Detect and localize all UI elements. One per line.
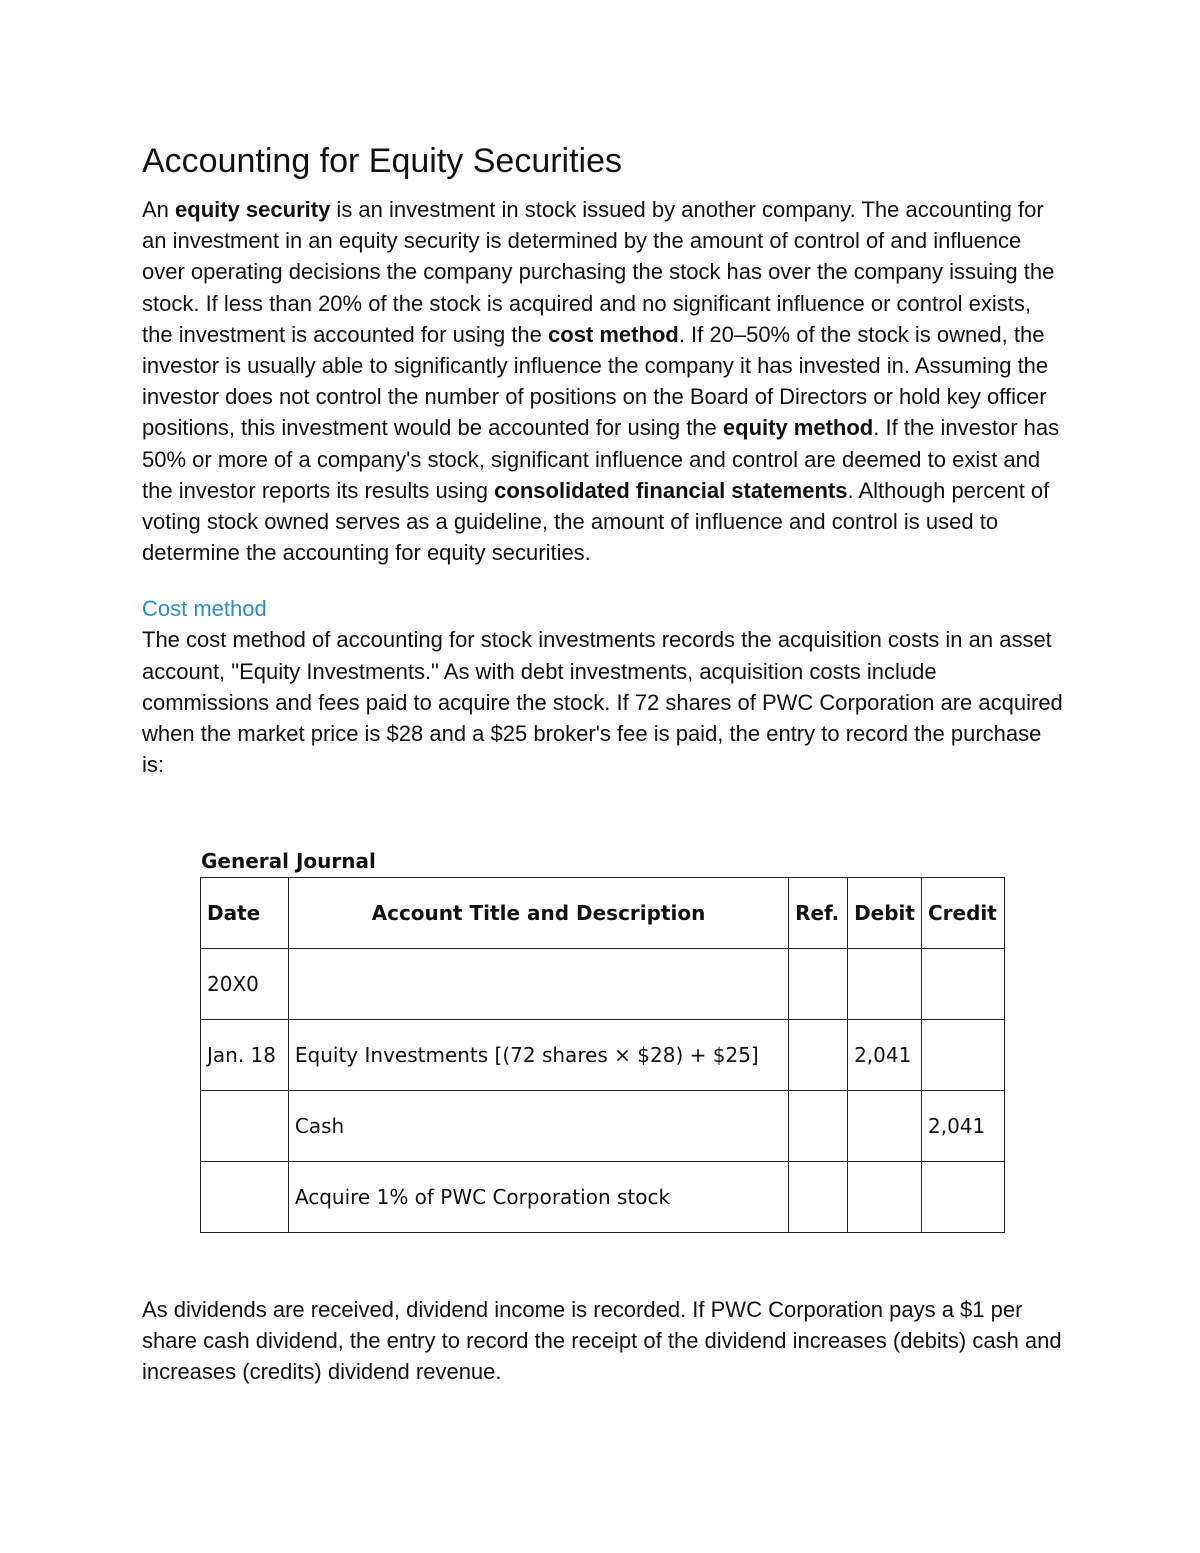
dividend-section	[142, 1294, 1067, 1388]
intro-text: . Although percent of voting stock owned serves as a guideline, the amount of influence and control is used to determine the accounting for equity securities.	[142, 477, 1050, 566]
cell-credit	[921, 949, 1004, 1020]
document-body	[142, 138, 1067, 780]
cell-description	[288, 949, 788, 1020]
dividend-paragraph: As dividends are received, dividend income is recorded. If PWC Corporation pays a $1 per share cash dividend, the entry to record the receipt of the dividend increases (debits) cash and increases (credits) dividend revenue.	[142, 1297, 1062, 1385]
header-debit: Debit	[848, 878, 922, 949]
header-credit: Credit	[921, 878, 1004, 949]
journal-table	[200, 877, 1005, 1233]
cost-method-paragraph: The cost method of accounting for stock investments records the acquisition costs in an asset account, "Equity Investments." As with debt investments, acquisition costs include commissions and fees paid to acquire the stock. If 72 shares of PWC Corporation are acquired when the market price is $28 and a $25 broker's fee is paid, the entry to record the purchase is:	[142, 627, 1063, 778]
general-journal	[200, 845, 1005, 1233]
cell-ref	[789, 1162, 848, 1233]
cell-date: 20X0	[201, 949, 289, 1020]
cost-method-heading: Cost method	[142, 596, 267, 622]
journal-title: General Journal	[201, 849, 376, 873]
intro-text: . If the investor has 50% or more of a company's stock, significant influence and control are deemed to exist and the investor reports its results using	[142, 415, 1060, 503]
header-date: Date	[201, 878, 289, 949]
cell-date	[201, 1091, 289, 1162]
cell-description: Acquire 1% of PWC Corporation stock	[288, 1162, 788, 1233]
cell-debit	[848, 1091, 922, 1162]
term-equity-method: equity method	[722, 415, 874, 441]
table-row	[201, 1091, 1005, 1162]
cell-date: Jan. 18	[201, 1020, 289, 1091]
cell-ref	[789, 1091, 848, 1162]
cell-date	[201, 1162, 289, 1233]
page-title: Accounting for Equity Securities	[142, 142, 623, 180]
table-row	[201, 1020, 1005, 1091]
cell-description: Cash	[288, 1091, 788, 1162]
journal-header-row	[201, 878, 1005, 949]
table-row	[201, 1162, 1005, 1233]
cell-description: Equity Investments [(72 shares × $28) + $25]	[288, 1020, 788, 1091]
cell-ref	[789, 1020, 848, 1091]
intro-text: is an investment in stock issued by another company. The accounting for an investment in an equity security is determined by the amount of control of and influence over operating decisions the company purchasing the stock has over the company issuing the stock. If less than 20% of the stock is acquired and no significant influence or control exists, the investment is accounted for using the	[142, 197, 1055, 347]
cell-ref	[789, 949, 848, 1020]
cell-debit: 2,041	[848, 1020, 922, 1091]
intro-text: . If 20–50% of the stock is owned, the investor is usually able to significantly influence the company it has invested in. Assuming the investor does not control the number of positions on the Board of Directors or hold key officer positions, this investment would be accounted for using the	[142, 321, 1049, 441]
term-consolidated-statements: consolidated financial statements	[494, 477, 848, 503]
intro-text: An	[142, 197, 176, 222]
header-description: Account Title and Description	[288, 878, 788, 949]
term-equity-security: equity security	[175, 197, 331, 222]
header-ref: Ref.	[789, 878, 848, 949]
intro-paragraph	[142, 194, 1067, 568]
table-row	[201, 949, 1005, 1020]
cell-credit: 2,041	[921, 1091, 1004, 1162]
cell-debit	[848, 1162, 922, 1233]
cell-debit	[848, 949, 922, 1020]
cell-credit	[921, 1162, 1004, 1233]
cell-credit	[921, 1020, 1004, 1091]
term-cost-method: cost method	[548, 321, 679, 347]
